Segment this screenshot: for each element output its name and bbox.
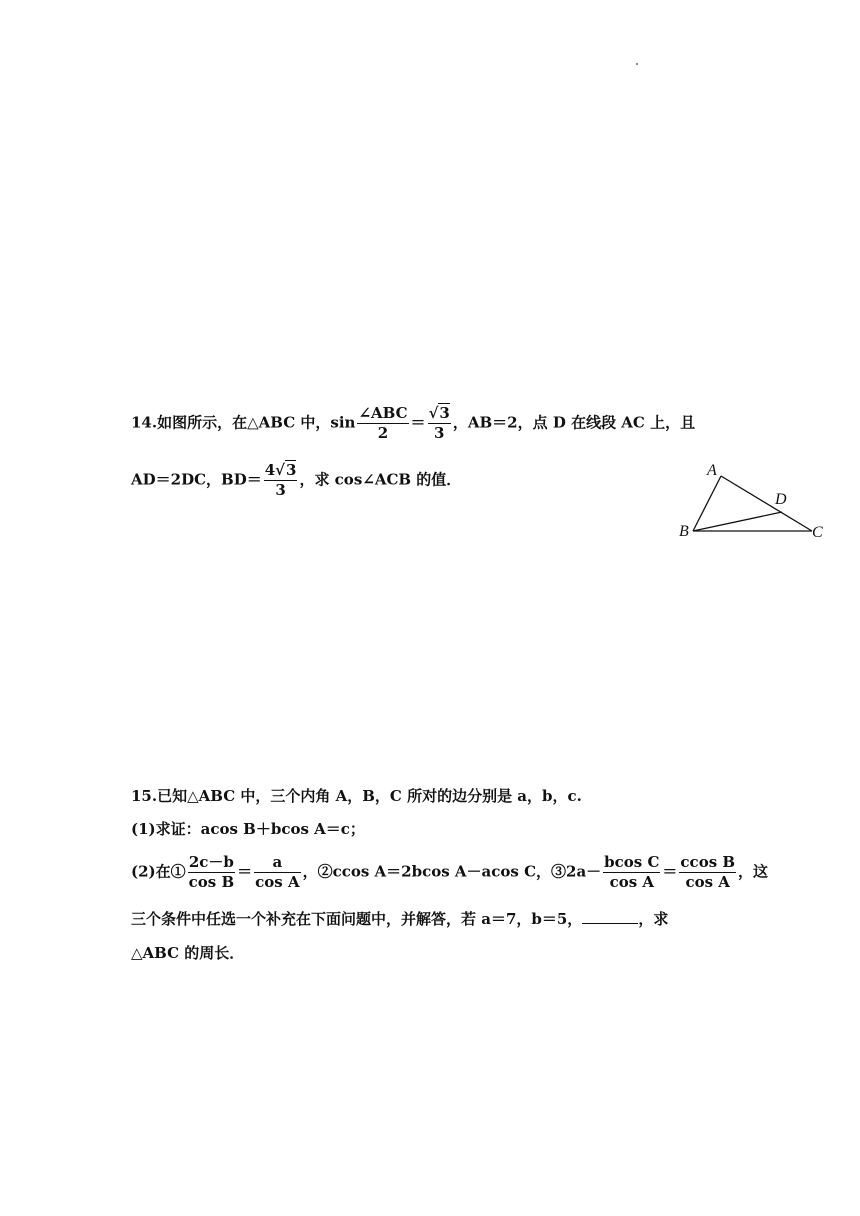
p14-line2-text-a: AD＝2DC，BD＝ [131,470,262,489]
p14-frac1-numerator: ∠ABC [358,404,408,422]
problem-14-line-2 [131,461,461,500]
p15-frac1-numerator: 2c－b [188,853,234,871]
p14-fraction-4sqrt3-over-3 [264,461,298,500]
label-a: A [707,462,717,479]
problem-15-line-4 [131,909,668,929]
problem-15-line-5: △ABC 的周长． [131,944,245,962]
p15-line3-text-a: (2)在① [131,862,186,881]
sqrt-symbol: √3 [428,404,450,422]
p14-text-b: ，AB＝2，点 D 在线段 AC 上，且 [452,413,696,432]
p15-frac3-numerator: bcos C [604,853,660,871]
p14-frac1-denominator: 2 [377,424,389,442]
problem-14-line-1 [131,404,695,443]
p15-line4-text-b: ，求 [638,910,669,928]
p14-text-a: 14.如图所示，在△ABC 中，sin [131,413,356,432]
problem-15-line-1: 15.已知△ABC 中，三个内角 A，B，C 所对的边分别是 a，b，c. [131,787,582,805]
p14-frac2-denominator: 3 [433,424,445,442]
p14-frac2-radicand: 3 [439,404,450,422]
label-c: C [812,524,823,541]
label-d: D [775,491,787,508]
p15-fraction-4 [679,853,736,892]
segment-bd [693,512,782,531]
p14-bd-coefficient: 4 [264,461,276,479]
p15-frac1-denominator: cos B [188,873,235,891]
p14-bd-denominator: 3 [275,481,286,499]
page-mark-dot [636,63,638,65]
problem-15-line-3 [131,853,768,892]
p15-fraction-2 [254,853,300,892]
p15-frac3-denominator: cos A [609,873,655,891]
triangle-figure [672,456,832,548]
segment-ab [693,476,721,531]
p14-line2-text-b: ，求 cos∠ACB 的值． [299,470,462,489]
p14-fraction-angle-abc-over-2 [357,404,408,443]
p15-equals-1: ＝ [237,862,253,881]
p15-frac4-numerator: ccos B [680,853,736,871]
p15-fraction-1 [188,853,235,892]
p14-equals: ＝ [410,413,426,432]
p14-bd-radicand: 3 [286,461,297,479]
p15-line4-text-a: 三个条件中任选一个补充在下面问题中，并解答，若 a＝7，b＝5， [131,910,583,928]
p15-equals-2: ＝ [662,862,678,881]
p15-line3-text-b: ，②ccos A＝2bcos A－acos C，③2a－ [302,862,602,881]
p15-frac2-numerator: a [254,853,300,873]
sqrt-symbol: √3 [275,461,297,479]
p15-frac4-denominator: cos A [685,873,730,891]
p15-fraction-3 [603,853,660,892]
answer-blank[interactable] [582,909,638,924]
p15-frac2-denominator: cos A [255,873,300,891]
p14-fraction-sqrt3-over-3 [428,404,451,443]
p15-line3-text-c: ，这 [738,862,769,881]
problem-15-line-2: (1)求证：acos B＋bcos A＝c； [131,820,365,838]
label-b: B [679,523,689,540]
